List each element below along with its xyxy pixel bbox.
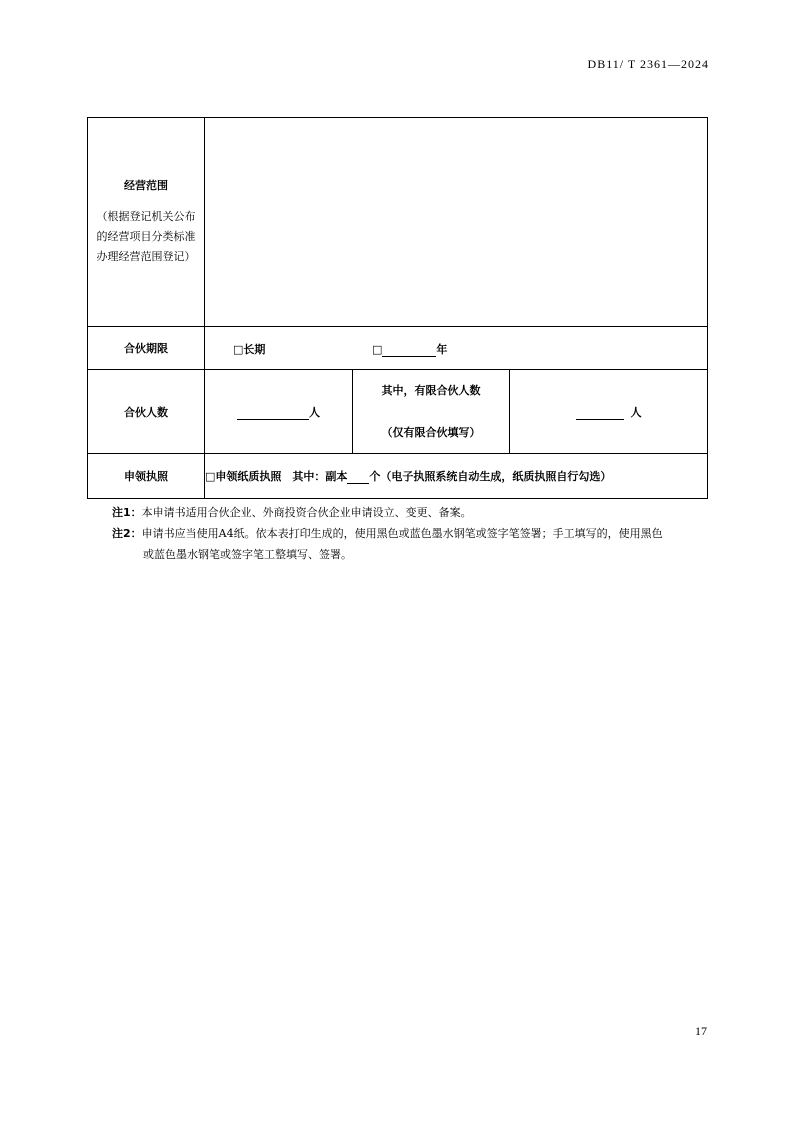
- term-years-input[interactable]: [382, 344, 436, 357]
- note-2-label: 注2：: [112, 527, 142, 540]
- note-1-text: 本申请书适用合伙企业、外商投资合伙企业申请设立、变更、备案。: [141, 506, 472, 519]
- term-years-suffix: 年: [436, 343, 448, 356]
- partner-count-unit: 人: [309, 405, 320, 419]
- business-scope-field[interactable]: [205, 118, 708, 327]
- limited-partner-count-input[interactable]: [576, 407, 624, 420]
- limited-partner-count-field: [510, 370, 708, 454]
- checkbox-icon[interactable]: □: [233, 343, 244, 356]
- business-scope-label: 经营范围: [124, 179, 168, 192]
- limited-partner-note: （仅有限合伙填写）: [381, 425, 481, 439]
- partner-count-field: [205, 370, 353, 454]
- license-field: [205, 454, 708, 499]
- partner-count-row: [88, 370, 708, 454]
- term-long-option[interactable]: [233, 341, 265, 357]
- checkbox-icon[interactable]: □: [205, 470, 216, 483]
- note-2-text: 申请书应当使用A4纸。依本表打印生成的，使用黑色或蓝色墨水钢笔或签字笔签署；手工填写的，使用黑色: [141, 527, 663, 540]
- term-long-label: 长期: [243, 343, 266, 356]
- business-scope-label-cell: [88, 118, 205, 327]
- note-2-continued: 或蓝色墨水钢笔或签字笔工整填写、签署。: [143, 548, 352, 561]
- business-scope-note-line: 办理经营范围登记）: [96, 250, 196, 263]
- license-text-rest: 个（电子执照系统自动生成，纸质执照自行勾选）: [369, 470, 612, 483]
- partner-count-input[interactable]: [237, 407, 309, 420]
- notes-section: [112, 502, 712, 565]
- license-text-paper: 申领纸质执照 其中：副本: [215, 470, 348, 483]
- business-scope-row: [88, 118, 708, 327]
- limited-partner-label: 其中，有限合伙人数: [381, 383, 481, 397]
- partnership-term-label: 合伙期限: [88, 327, 205, 370]
- license-row: [88, 454, 708, 499]
- page-number: 17: [695, 1024, 707, 1038]
- note-1-label: 注1：: [112, 506, 142, 519]
- term-years-option[interactable]: [372, 341, 447, 357]
- license-copy-count-input[interactable]: [347, 471, 369, 484]
- license-label: 申领执照: [88, 454, 205, 499]
- partnership-term-row: [88, 327, 708, 370]
- business-scope-note-line: （根据登记机关公布: [96, 210, 196, 223]
- business-scope-note-line: 的经营项目分类标准: [96, 230, 196, 243]
- limited-partner-label-cell: [353, 370, 510, 454]
- limited-partner-count-unit: 人: [630, 405, 642, 419]
- checkbox-icon[interactable]: □: [372, 343, 383, 356]
- partner-count-label: 合伙人数: [88, 370, 205, 454]
- application-form-table: [87, 117, 708, 499]
- partnership-term-field: [205, 327, 708, 370]
- note-2: [112, 523, 712, 544]
- document-code: DB11/ T 2361—2024: [587, 57, 709, 71]
- note-1: [112, 502, 712, 523]
